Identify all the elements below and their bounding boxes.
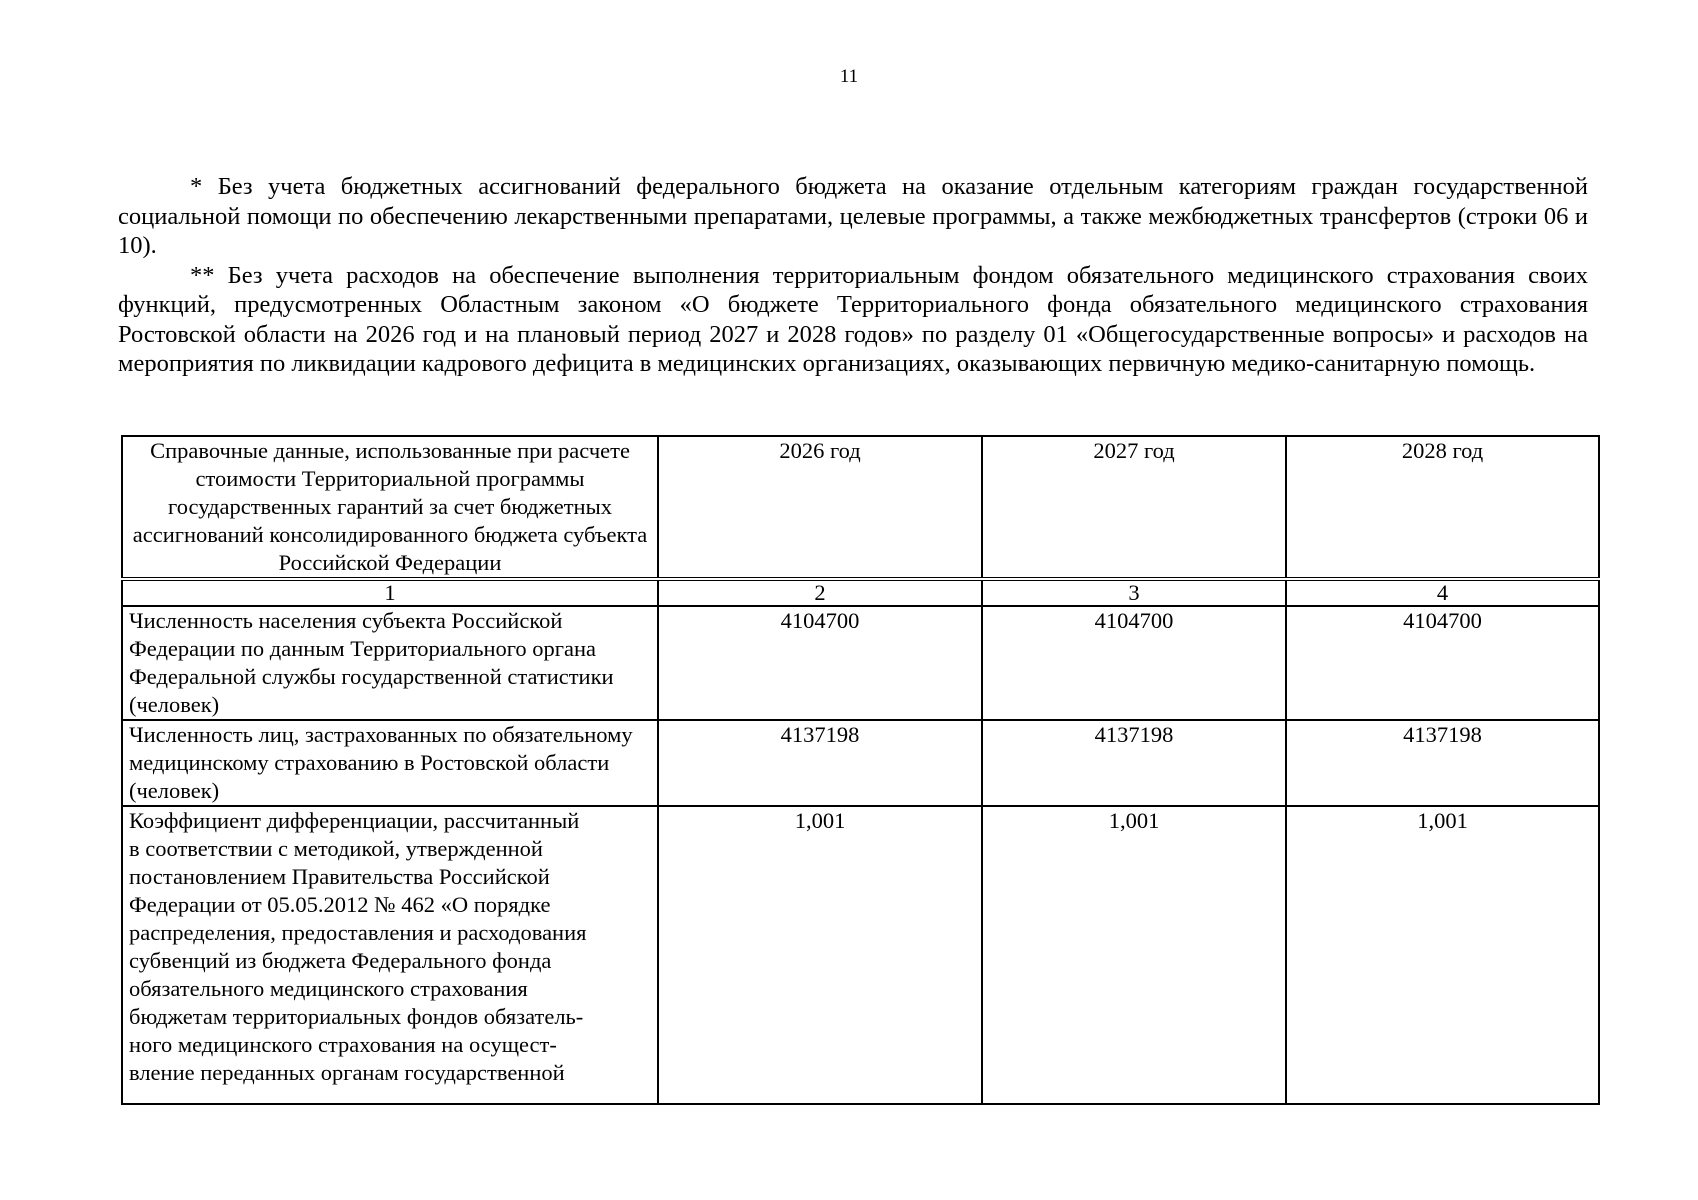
- footnote-single-asterisk: * Без учета бюджетных ассигнований федерального бюджета на оказание отдельным категориям граждан государственной социальной помощи по обеспечению лекарственными препаратами, целевые программы, а также межбюджетных трансфертов (строки 06 и 10).: [118, 173, 1588, 259]
- value-population-2027: 4104700: [982, 606, 1286, 720]
- coefficient-label-line: обязательного медицинского страхования: [129, 976, 528, 1001]
- column-number-1: 1: [122, 579, 658, 606]
- coefficient-label-line: Коэффициент дифференциации, рассчитанный: [129, 808, 580, 833]
- header-year-2027: 2027 год: [982, 436, 1286, 579]
- footnote-double-asterisk: ** Без учета расходов на обеспечение выполнения территориальным фондом обязательного медицинского страхования своих функций, предусмотренных Областным законом «О бюджете Территориального фонда обязательного медицинского страхования Ростовской области на 2026 год и на плановый период 2027 и 2028 годов» по разделу 01 «Общегосударственные вопросы» и расходов на мероприятия по ликвидации кадрового дефицита в медицинских организациях, оказывающих первичную медико-санитарную помощь.: [118, 261, 1588, 377]
- table-row-insured: [122, 720, 1599, 806]
- header-year-2028: 2028 год: [1286, 436, 1599, 579]
- coefficient-label-line: Федерации от 05.05.2012 № 462 «О порядке: [129, 892, 551, 917]
- coefficient-label-line: вление переданных органам государственной: [129, 1060, 565, 1085]
- value-population-2028: 4104700: [1286, 606, 1599, 720]
- value-insured-2026: 4137198: [658, 720, 982, 806]
- coefficient-label-line: постановлением Правительства Российской: [129, 864, 550, 889]
- table-row-coefficient: [122, 806, 1599, 1104]
- coefficient-label-line: распределения, предоставления и расходования: [129, 920, 587, 945]
- column-number-2: 2: [658, 579, 982, 606]
- value-population-2026: 4104700: [658, 606, 982, 720]
- value-insured-2028: 4137198: [1286, 720, 1599, 806]
- column-number-row: [122, 579, 1599, 606]
- value-coefficient-2026: 1,001: [658, 806, 982, 1104]
- coefficient-label-line: субвенций из бюджета Федерального фонда: [129, 948, 552, 973]
- row-label-insured: Численность лиц, застрахованных по обязательному медицинскому страхованию в Ростовской области (человек): [122, 720, 658, 806]
- column-number-4: 4: [1286, 579, 1599, 606]
- column-number-3: 3: [982, 579, 1286, 606]
- table-row-population: [122, 606, 1599, 720]
- footnotes: [118, 172, 1588, 379]
- table-header-row: [122, 436, 1599, 579]
- row-label-coefficient: [122, 806, 658, 1104]
- reference-data-table: [121, 435, 1600, 1105]
- value-coefficient-2027: 1,001: [982, 806, 1286, 1104]
- value-coefficient-2028: 1,001: [1286, 806, 1599, 1104]
- coefficient-label-line: бюджетам территориальных фондов обязатель-: [129, 1004, 584, 1029]
- page-number: 11: [839, 66, 859, 87]
- coefficient-label-line: в соответствии с методикой, утвержденной: [129, 836, 543, 861]
- header-year-2026: 2026 год: [658, 436, 982, 579]
- header-label-cell: Справочные данные, использованные при расчете стоимости Территориальной программы государственных гарантий за счет бюджетных ассигнований консолидированного бюджета субъекта Российской Федерации: [122, 436, 658, 579]
- coefficient-label-line: ного медицинского страхования на осущест-: [129, 1032, 557, 1057]
- row-label-population: Численность населения субъекта Российской Федерации по данным Территориального органа Федеральной службы государственной статистики (человек): [122, 606, 658, 720]
- value-insured-2027: 4137198: [982, 720, 1286, 806]
